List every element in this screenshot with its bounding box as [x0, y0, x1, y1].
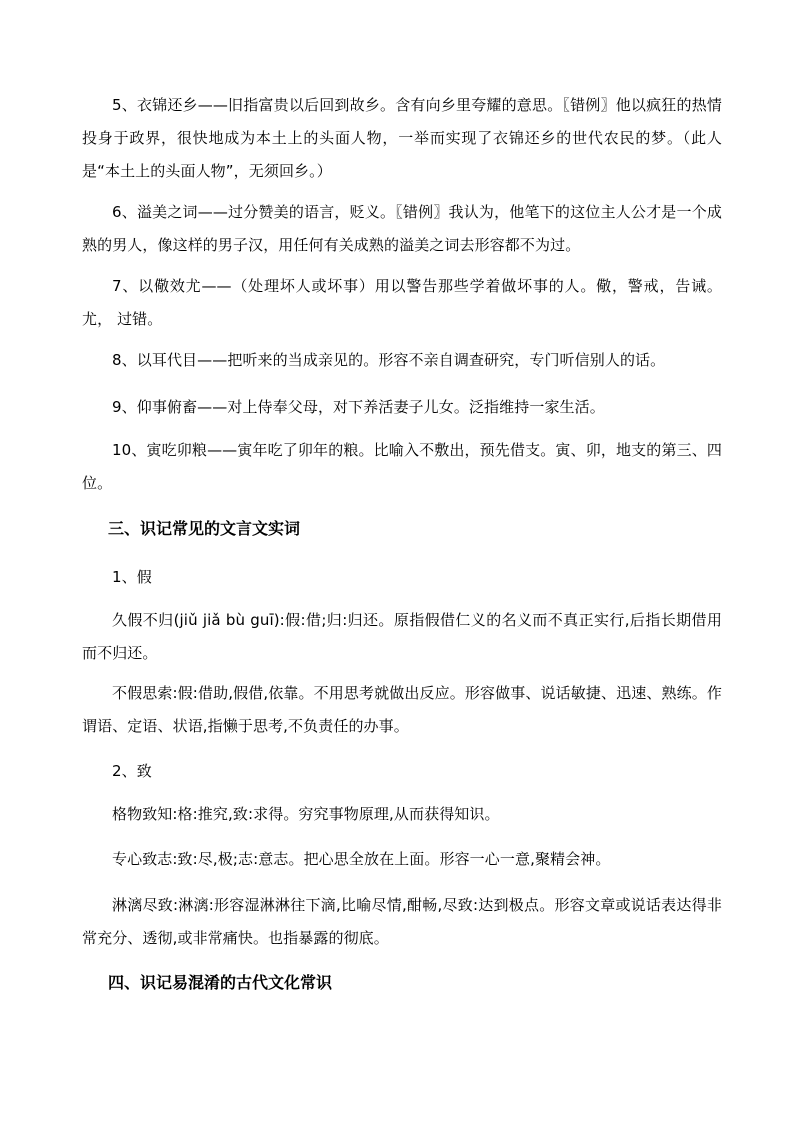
section-heading-4: 四、识记易混淆的古代文化常识 — [108, 973, 333, 992]
idiom-paragraph-6: 6、溢美之词——过分赞美的语言，贬义。〖错例〗我认为，他笔下的这位主人公才是一个成熟的男人，像这样的男子汉，用任何有关成熟的溢美之词去形容都不为过。 — [82, 203, 722, 254]
idiom-paragraph-10: 10、寅吃卯粮——寅年吃了卯年的粮。比喻入不敷出，预先借支。寅、卯，地支的第三、四位。 — [82, 441, 722, 492]
idiom-paragraph-8: 8、以耳代目——把听来的当成亲见的。形容不亲自调查研究，专门听信别人的话。 — [112, 351, 666, 369]
jia-item-1: 久假不归(jiǔ jiǎ bù guī):假:借;归:归还。原指假借仁义的名义而不真正实行,后指长期借用而不归还。 — [82, 611, 722, 662]
jia-item-2: 不假思索:假:借助,假借,依靠。不用思考就做出反应。形容做事、说话敏捷、迅速、熟练。作谓语、定语、状语,指懒于思考,不负责任的办事。 — [82, 684, 722, 735]
subheading-zhi: 2、致 — [112, 762, 152, 780]
idiom-paragraph-5: 5、衣锦还乡——旧指富贵以后回到故乡。含有向乡里夸耀的意思。〖错例〗他以疯狂的热情投身于政界，很快地成为本土上的头面人物，一举而实现了衣锦还乡的世代农民的梦。（此人是“本土上的头面人物”，无须回乡。） — [82, 96, 722, 180]
section-heading-3: 三、识记常见的文言文实词 — [108, 519, 301, 538]
zhi-item-3: 淋漓尽致:淋漓:形容湿淋淋往下滴,比喻尽情,酣畅,尽致:达到极点。形容文章或说话表达得非常充分、透彻,或非常痛快。也指暴露的彻底。 — [82, 896, 722, 947]
idiom-paragraph-9: 9、仰事俯畜——对上侍奉父母，对下养活妻子儿女。泛指维持一家生活。 — [112, 398, 605, 416]
zhi-item-2: 专心致志:致:尽,极;志:意志。把心思全放在上面。形容一心一意,聚精会神。 — [112, 850, 611, 868]
idiom-paragraph-7: 7、以儆效尤——（处理坏人或坏事）用以警告那些学着做坏事的人。儆，警戒，告诫。尤， 过错。 — [82, 277, 722, 328]
zhi-item-1: 格物致知:格:推究,致:求得。穷究事物原理,从而获得知识。 — [112, 805, 500, 823]
subheading-jia: 1、假 — [112, 568, 152, 586]
